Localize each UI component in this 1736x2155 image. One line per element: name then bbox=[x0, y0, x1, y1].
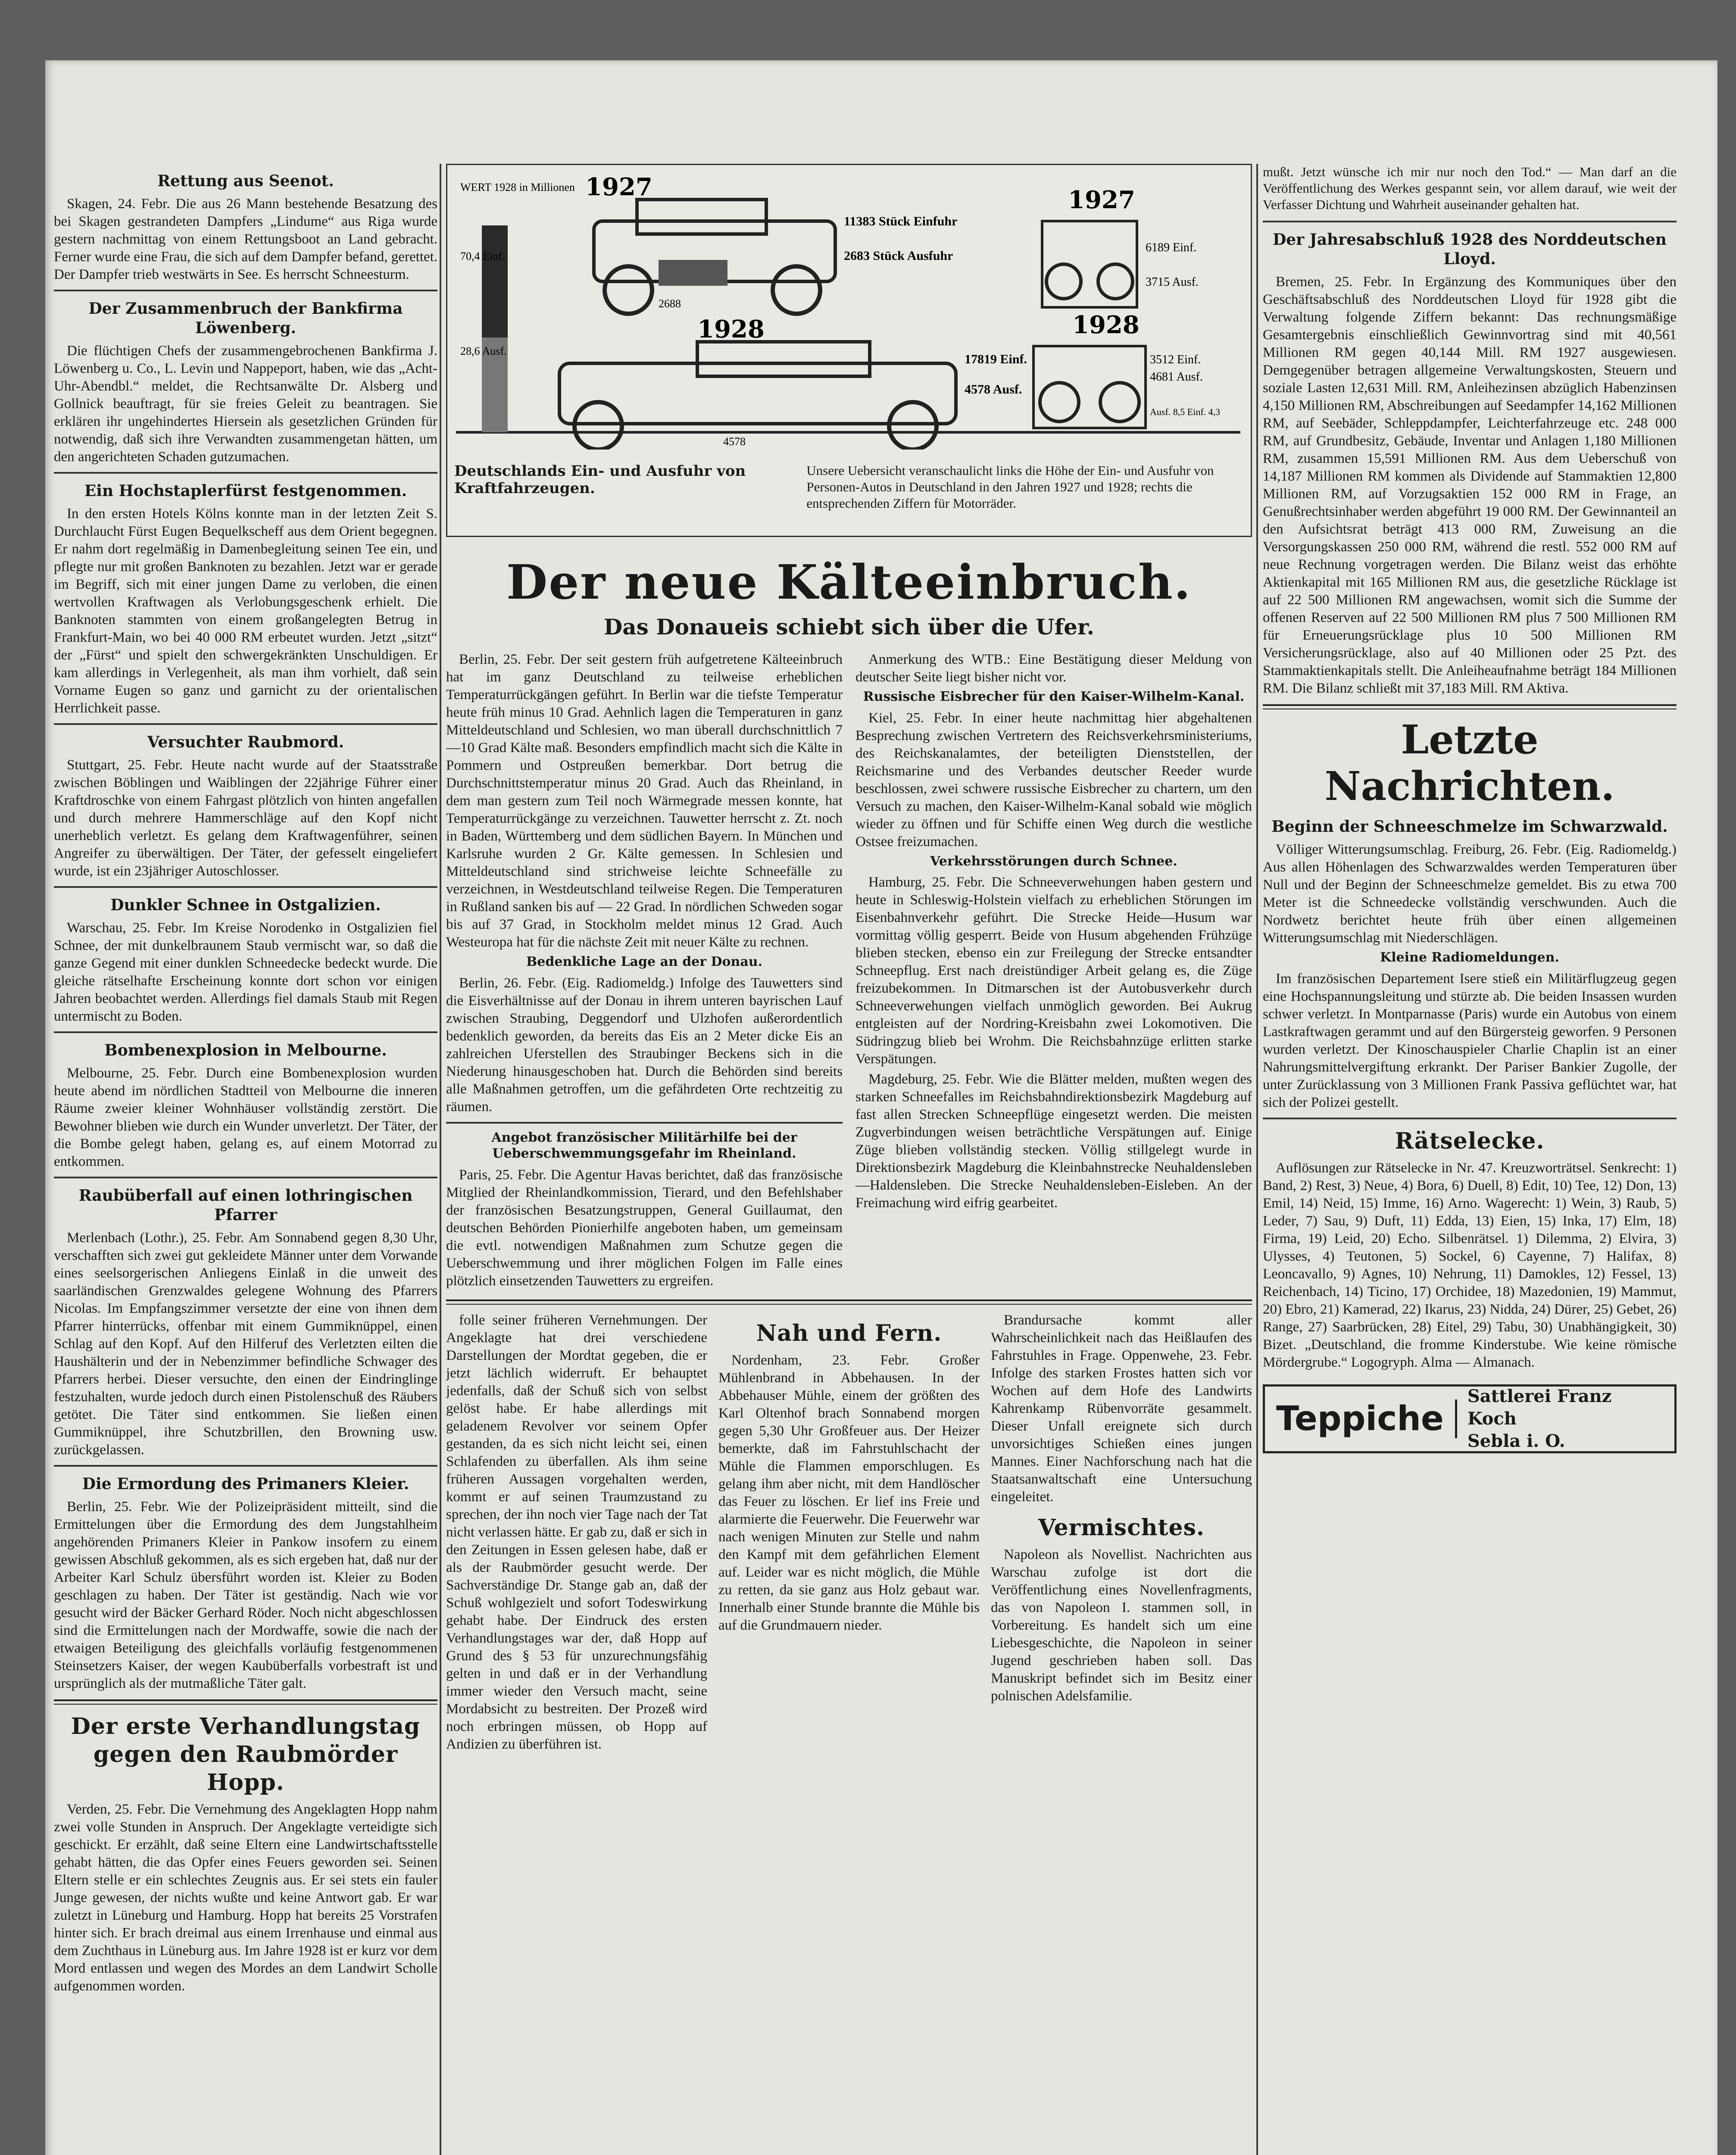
article-title: Dunkler Schnee in Ostgalizien. bbox=[110, 896, 381, 914]
article-body: Nordenham, 23. Febr. Großer Mühlenbrand in Abbehausen. In der Abbehauser Mühle, einem der größten des Karl Oltenhof brach Sonnabend morgen gegen 5,30 Uhr Großfeuer aus. Der Heizer bemerkte, daß im Fahrstuhlschacht der Mühle die Flammen emporschlugen. Es gelang ihm aber nicht, mit dem Handlöscher das Feuer zu löschen. Er lief ins Freie und alarmierte die Feuerwehr. Die Feuerwehr war nach wenigen Minuten zur Stelle und nahm den Kampf mit dem gefährlichen Element auf. Leider war es nicht möglich, die Mühle zu retten, da sie ganz aus Holz gebaut war. Innerhalb einer Stunde brannte die Mühle bis auf die Grundmauern nieder. bbox=[718, 1352, 980, 1633]
cold-wave-article bbox=[446, 651, 1252, 1293]
continued-text: mußt. Jetzt wünsche ich mir nur noch den Tod.“ — Man darf an die Veröffentlichung des Werkes gespannt sein, vor allem darauf, wie weit der Verfasser Dichtung und Wahrheit auseinander gehalten hat. bbox=[1263, 164, 1677, 212]
moto-wheel bbox=[1098, 264, 1133, 299]
article bbox=[54, 299, 437, 466]
moto-1928-box bbox=[1033, 346, 1146, 428]
moto-wheel bbox=[1046, 264, 1081, 299]
year-label: 1928 bbox=[697, 315, 765, 344]
moto-1927-export: 3715 Ausf. bbox=[1146, 275, 1199, 289]
divider bbox=[54, 723, 437, 725]
article-title: Kleine Radiomeldungen. bbox=[1380, 950, 1559, 965]
article-title: Rätselecke. bbox=[1395, 1127, 1545, 1154]
article-column bbox=[718, 1312, 980, 1756]
ad-line: Sattlerei Franz Koch bbox=[1467, 1386, 1612, 1429]
car-1928-export: 4578 Ausf. bbox=[965, 382, 1022, 397]
article-body: Stuttgart, 25. Febr. Heute nacht wurde auf der Staatsstraße zwischen Böblingen und Waiblingen der 22jährige Führer einer Kraftdroschke von einem Fahrgast plötzlich von hinten angefallen und durch mehrere Hammerschläge auf den Kopf nicht unerheblich verletzt. Es gelang dem Kraftwagenführer, seinen Angreifer zu überwältigen. Der Täter, der gefesselt eingeliefert wurde, ist ein 23jähriger Autoschlosser. bbox=[54, 757, 437, 879]
car-1927-cabin bbox=[637, 200, 766, 234]
lower-section bbox=[446, 1312, 1252, 1756]
car-bar-label: 2688 bbox=[659, 297, 681, 310]
article-title: Angebot französischer Militärhilfe bei der Ueberschwemmungsgefahr im Rheinland. bbox=[491, 1130, 797, 1161]
article-title: Rettung aus Seenot. bbox=[157, 172, 334, 190]
column-middle bbox=[446, 164, 1252, 2155]
advertisement bbox=[1263, 1384, 1677, 1453]
article bbox=[54, 1041, 437, 1171]
article-body: Skagen, 24. Febr. Die aus 26 Mann bestehende Besatzung des bei Skagen gestrandeten Dampfers „Lindume“ aus Riga wurde gestern nachmittag von einem Rettungsboot an Land gebracht. Ferner wurde eine Frau, die sich auf dem Dampfer befand, gerettet. Der Dampfer trieb westwärts in See. Es herrscht Schneesturm. bbox=[54, 196, 437, 282]
ad-headline: Teppiche bbox=[1265, 1399, 1457, 1438]
year-label: 1927 bbox=[585, 174, 653, 201]
article-body: Merlenbach (Lothr.), 25. Febr. Am Sonnabend gegen 8,30 Uhr, verschafften sich zwei gut gekleidete Männer unter dem Vorwande eines seelsorgerischen Anliegens Einlaß in die unweit des saarländischen Grenzwaldes gelegene Wohnung des Pfarrers Nicolas. Im Empfangszimmer versetzte der eine von ihnen dem Pfarrer hinterrücks, offenbar mit einem Gummiknüppel, einen Schlag auf den Kopf. Auf den Hilferuf des Verletzten eilten die Haushälterin und der in Nebenzimmer befindliche Schwager des Pfarrers herbei. Dieser versuchte, den einen der Eindringlinge festzuhalten, wurde jedoch durch einen Pistolenschuß des Räubers getötet. Die Täter sind entkommen. Sie ließen einen Gummiknüppel, ihre Schutzbrillen, den Browning usw. zurückgelassen. bbox=[54, 1230, 437, 1458]
article-title: Vermischtes. bbox=[1038, 1514, 1205, 1541]
car-wheel bbox=[889, 402, 937, 450]
article-title: Verkehrsstörungen durch Schnee. bbox=[930, 853, 1177, 869]
article-body: Hamburg, 25. Febr. Die Schneeverwehungen haben gestern und heute in Schleswig-Holstein vielfach zu erheblichen Störungen im Eisenbahnverkehr geführt. Die Strecke Heide—Husum war vormittag völlig gesperrt. Beide von Husum abgehenden Frühzüge blieben stecken, ebenso ein zur Freilegung der Strecke entsandter Schneepflug. Erst nach dreistündiger Arbeit gelang es, die Züge freizubekommen. In Ditmarschen ist der Autobusverkehr durch Schneeverwehungen vielfach unmöglich geworden. Bei Aukrug entgleisten auf der Nordring-Kreisbahn zwei Lokomotiven. Die Südringzug blieb bei Wrohm. Die Reichsbahnzüge erlitten starke Verspätungen. bbox=[856, 874, 1252, 1067]
newspaper-page bbox=[45, 60, 1717, 2155]
article bbox=[1263, 817, 1677, 947]
article-title: Nah und Fern. bbox=[756, 1320, 942, 1346]
divider bbox=[54, 1699, 437, 1705]
article bbox=[54, 1186, 437, 1459]
divider bbox=[446, 1299, 1252, 1305]
divider bbox=[54, 1465, 437, 1467]
year-label: 1927 bbox=[1068, 186, 1135, 214]
import-export-illustration bbox=[446, 164, 1252, 537]
column-rule bbox=[440, 164, 441, 2155]
subheadline: Das Donaueis schiebt sich über die Ufer. bbox=[603, 614, 1095, 640]
car-1928-import: 17819 Einf. bbox=[965, 352, 1027, 366]
wert-label: WERT 1928 in Millionen bbox=[460, 181, 575, 194]
car-1927-import: 11383 Stück Einfuhr bbox=[844, 214, 958, 228]
article-body: Völliger Witterungsumschlag. Freiburg, 26. Febr. (Eig. Radiomeldg.) Aus allen Höhenlagen des Schwarzwaldes werden Temperaturen über Null und der Beginn der Schneeschmelze gemeldet. Bis zu etwa 700 Meter ist die Schneedecke vollständig verschwunden. Auch die Nordwetz berichtet heute früh über einen allgemeinen Witterungsumschlag mit Niederschlägen. bbox=[1263, 842, 1677, 946]
article-body: Auflösungen zur Rätselecke in Nr. 47. Kreuzworträtsel. Senkrecht: 1) Band, 2) Rest, 3) Neue, 4) Bora, 6) Duell, 8) Edit, 10) Tee, 12) Don, 13) Emil, 14) Neid, 15) Imme, 16) Arno. Wagerecht: 1) Wein, 3) Raub, 5) Leder, 7) Sau, 9) Duft, 11) Edda, 13) Eien, 15) Inka, 17) Elm, 18) Firma, 19) Leid, 20) Echo. Silbenrätsel. 1) Dilemma, 2) Elvira, 3) Ulysses, 4) Teutonen, 5) Sockel, 6) Cayenne, 7) Halifax, 8) Leoncavallo, 9) Agnes, 10) Nehrung, 11) Damokles, 12) Fessel, 13) Reichenbach, 14) Ticino, 17) Orchidee, 18) Mazedonien, 19) Mammut, 20) Ebro, 21) Kamerad, 22) Ikarus, 23) Nidda, 24) Dürer, 25) Gebet, 26) Range, 27) Saarbrücken, 28) Eitel, 29) Tabu, 30) Unabhängigkeit, 30) Bizet. „Deutschland, die fromme Kinderstube. Wie keine römische Mördergrube.“ Logogryph. Alma — Almanach. bbox=[1263, 1160, 1677, 1370]
ad-line: Sebla i. O. bbox=[1467, 1430, 1565, 1451]
article-column bbox=[856, 651, 1252, 1293]
article-body: Warschau, 25. Febr. Im Kreise Norodenko in Ostgalizien fiel Schnee, der mit dunkelbraunem Staub vermischt war, so daß die ganze Gegend mit einer dunklen Schneedecke bedeckt wurde. Die gleiche rätselhafte Erscheinung konnte dort schon vor einigen Jahren beobachtet werden. Allerdings fiel damals Staub mit Regen untermischt zu Boden. bbox=[54, 920, 437, 1024]
article bbox=[1263, 949, 1677, 1112]
article-title: Bedenkliche Lage an der Donau. bbox=[526, 954, 763, 969]
article bbox=[1263, 1127, 1677, 1371]
article-column bbox=[446, 1312, 707, 1756]
article-body: Magdeburg, 25. Febr. Wie die Blätter melden, mußten wegen des starken Schneefalles im Reichsbahndirektionsbezirk Magdeburg auf fast allen Strecken Schneepflüge eingesetzt werden. Die meisten Zugverbindungen weisen beträchtliche Verspätungen auf. Einige Züge blieben vollständig stecken. Völlig stillgelegt wurde in Direktionsbezirk Magdeburg die Kleinbahnstrecke Neuhaldensleben—Haldensleben. Die Strecke Neuhaldensleben-Eisleben. An der Freimachung wird eifrig gearbeitet. bbox=[856, 1071, 1252, 1211]
article-body: Die flüchtigen Chefs der zusammengebrochenen Bankfirma J. Löwenberg u. Co., L. Levin und Nappeport, haben, wie das „Acht-Uhr-Abendbl.“ meldet, die Rechtsanwälte Dr. Alsberg und Gollnick beauftragt, für sie freies Geleit zu beantragen. Sie erklären ihr ungehindertes Hiersein als gesetzlichen Gründen für notwendig, daß sich ihre Verwandten zusammengetan hätten, um den angerichteten Schaden gutzumachen. bbox=[54, 343, 437, 465]
divider bbox=[54, 1177, 437, 1178]
article-body: Verden, 25. Febr. Die Vernehmung des Angeklagten Hopp nahm zwei volle Stunden in Anspruch. Der Angeklagte verteidigte sich geschickt. Er erzählt, daß seine Eltern eine Landwirtschaftsstelle gehabt hätten, die das Opfer eines Feuers geworden sei. Seinen Eltern stelle er ein schlechtes Zeugnis aus. Er sei stets ein fauler Junge gewesen, der nichts wußte und keine Antwort gab. Er war zuletzt in Lüneburg und Hamburg. Hopp hat bereits 25 Vorstrafen hinter sich. Er brach dreimal aus einem Irrenhause und einmal aus dem Zuchthaus in Lüneburg aus. Im Jahre 1928 ist er kurz vor dem Mord entlassen und wegen des Mordes an dem Landwirt Scholle aufgenommen worden. bbox=[54, 1802, 437, 1994]
divider bbox=[446, 1122, 843, 1124]
article-body: Anmerkung des WTB.: Eine Bestätigung dieser Meldung von deutscher Seite liegt bisher nicht vor. bbox=[856, 652, 1252, 685]
article-body: Berlin, 25. Febr. Wie der Polizeipräsident mitteilt, sind die Ermittelungen über die Ermordung des dem Jungstahlheim angehörenden Primaners Kleier in Pankow insofern zu einem gewissen Abschluß gekommen, als es sich ergeben hat, daß nur der Arbeiter Karl Schulz übersführt worden ist. Kleier zu Boden geschlagen zu haben. Der Täter ist geständig. Nach wie vor gesucht wird der Bäcker Gerhard Röder. Noch nicht abgeschlossen sind die Ermittelungen nach der Mordwaffe, sowie die nach der etwaigen Beteiligung des gleichfalls vorläufig festgenommenen Steinsetzers Kaiser, der wegen Kaubüberfalls vorbestraft ist und ursprünglich als der mutmaßliche Täter galt. bbox=[54, 1499, 437, 1691]
column-left bbox=[54, 164, 437, 2155]
chart-title: Deutschlands Ein- und Ausfuhr von Kraftfahrzeugen. bbox=[454, 462, 746, 497]
article-title: Versuchter Raubmord. bbox=[147, 733, 344, 751]
article-body: Brandursache kommt aller Wahrscheinlichkeit nach das Heißlaufen des Fahrstuhles in Frage. Oppenwehe, 23. Febr. Infolge des starken Frostes hatten sich vor Wochen auf dem Hofe des Landwirts Kahrenkamp Rübenvorräte gesammelt. Dieser Unfall ereignete sich durch unvorsichtiges Schießen eines jungen Mannes. Einer Nachforschung nach hat die Staatsanwaltschaft eine Untersuchung eingeleitet. bbox=[991, 1312, 1252, 1505]
chart-caption-text: Unsere Uebersicht veranschaulicht links die Höhe der Ein- und Ausfuhr von Personen-Autos in Deutschland in den Jahren 1927 und 1928; rechts die entsprechenden Ziffern für Motorräder. bbox=[806, 463, 1214, 511]
divider bbox=[54, 472, 437, 474]
article-body: Melbourne, 25. Febr. Durch eine Bombenexplosion wurden heute abend im nördlichen Stadtteil von Melbourne die inneren Räume zweier kleiner Wohnhäuser vollständig zerstört. Die Bewohner blieben wie durch ein Wunder unverletzt. Der Täter, der die Bombe gelegt haben, gelang es, auf einem Motorrad zu entkommen. bbox=[54, 1065, 437, 1169]
moto-wert: Ausf. 8,5 Einf. 4,3 bbox=[1150, 406, 1221, 417]
vehicle-chart bbox=[456, 174, 1240, 450]
car-wheel bbox=[575, 402, 622, 450]
article bbox=[54, 172, 437, 284]
article-body: Napoleon als Novellist. Nachrichten aus Warschau zufolge ist dort die Veröffentlichung eines Novellenfragments, das von Napoleon I. stammen soll, in Vorbereitung. Es handelt sich um eine Liebesgeschichte, die Napoleon in seiner Jugend geschrieben haben soll. Das Manuskript befindet sich im Besitz einer polnischen Adelsfamilie. bbox=[991, 1546, 1252, 1704]
headline: Der neue Kälteeinbruch. bbox=[506, 554, 1192, 610]
car-wheel bbox=[605, 266, 652, 314]
article-title: Der Zusammenbruch der Bankfirma Löwenberg. bbox=[88, 300, 403, 337]
article-body: In den ersten Hotels Kölns konnte man in der letzten Zeit S. Durchlaucht Fürst Eugen Bequelkscheff aus dem Orient begegnen. Er nahm dort regelmäßig in Damenbegleitung seinen Tee ein, und pflegte nur mit großen Banknoten zu bezahlen. Jetzt war er gerade im Begriff, sich mit einer jungen Dame zu verloben, die einen wertvollen Kraftwagen als Verlobungsgeschenk erhielt. Die Banknoten stammten von einem großangelegten Betrug in Frankfurt-Main, wo bei 40 000 RM erbeutet wurden. Jetzt „sitzt“ der „Fürst“ und spielt den schwergekränkten Unschuldigen. Er kam allerdings in Verlegenheit, als man ihm vorhielt, daß sein Vorname Eugen so ganz und garnicht zu der orientalischen Herrlichkeit passe. bbox=[54, 506, 437, 716]
article-body: Berlin, 25. Febr. Der seit gestern früh aufgetretene Kälteeinbruch hat im ganz Deutschland zu teilweise erheblichen Temperaturrückgängen geführt. In Berlin war die tiefste Temperatur heute früh minus 10 Grad. Aehnlich lagen die Temperaturen in ganz Mitteldeutschland und Schlesien, wo man überall durchschnittlich 7—10 Grad Kälte maß. Besonders empfindlich macht sich die Kälte in Pommern und Ostpreußen bemerkbar. Dort betrug die Durchschnittstemperatur minus 20 Grad. Auch das Rheinland, in dem man gestern zum Teil noch Wärmegrade messen konnte, hat Temperaturrückgänge zu verzeichnen. Tauwetter herrscht z. Zt. noch in Baden, Württemberg und dem südlichen Bayern. In München und Karlsruhe wurden 2 Gr. Kälte gemessen. In Schlesien und Mitteldeutschland sind strichweise leichte Schneefälle zu verzeichnen, in Westdeutschland teilweise Regen. Die Temperaturen in Rußland sanken bis auf — 22 Grad. In nördlichen Schweden sogar bis auf 37 Grad, in Stockholm meldet minus 12 Grad. Auch Westeuropa hat für die nächste Zeit mit neuer Kälte zu rechnen. bbox=[446, 652, 843, 950]
divider bbox=[1263, 221, 1677, 222]
moto-1927-import: 6189 Einf. bbox=[1146, 241, 1197, 254]
column-right bbox=[1263, 164, 1677, 2155]
article-title: Ein Hochstaplerfürst festgenommen. bbox=[84, 482, 407, 500]
wert-export-label: 28,6 Ausf. bbox=[460, 345, 507, 357]
article bbox=[54, 1474, 437, 1693]
year-label: 1928 bbox=[1072, 311, 1140, 339]
divider bbox=[54, 886, 437, 888]
article-title: Raubüberfall auf einen lothringischen Pfarrer bbox=[78, 1187, 413, 1224]
article-body: Paris, 25. Febr. Die Agentur Havas berichtet, daß das französische Mitglied der Rheinlandkommission, Tierard, und den Befehlshaber der französischen Besatzungstruppen, General Guillaumat, den deutschen Behörden Pionierhilfe angeboten haben, um gemeinsam die evtl. notwendigen Maßnahmen zum Schutze gegen die Ueberschwemmung und ihrer möglichen Folgen im Falle eines plötzlich einsetzenden Tauwetters zu ergreifen. bbox=[446, 1167, 843, 1289]
car-1928-cabin bbox=[697, 342, 870, 376]
divider bbox=[54, 290, 437, 291]
ad-text bbox=[1457, 1385, 1674, 1452]
article-title: Beginn der Schneeschmelze im Schwarzwald. bbox=[1271, 818, 1668, 836]
wert-import-label: 70,4 Einf. bbox=[460, 250, 505, 262]
moto-wheel bbox=[1100, 383, 1139, 422]
divider bbox=[1263, 1118, 1677, 1119]
chart-caption bbox=[447, 462, 1251, 512]
article bbox=[54, 481, 437, 717]
article bbox=[54, 733, 437, 880]
moto-1928-import: 3512 Einf. bbox=[1150, 353, 1201, 366]
section-title-last-news: Letzte Nachrichten. bbox=[1324, 716, 1615, 809]
article-column bbox=[991, 1312, 1252, 1756]
car-1927-export: 2683 Stück Ausfuhr bbox=[844, 249, 953, 263]
article-title: Der Jahresabschluß 1928 des Norddeutschen Lloyd. bbox=[1273, 231, 1667, 268]
article bbox=[54, 1712, 437, 1995]
article-body: folle seiner früheren Vernehmungen. Der Angeklagte hat drei verschiedene Darstellungen der Mordtat gegeben, die er jetzt lächlich widerruft. Er behauptet jedenfalls, daß der Schuß sich von selbst gelöst habe. Er habe allerdings mit geladenem Revolver vor seinem Opfer gestanden, da es sich nicht leicht sei, einen Schlafenden zu überfallen. Als ihm seine früheren Aussagen vorgehalten werden, kommt er auf seinen Traumzustand zu sprechen, der ihn noch vier Tage nach der Tat nicht verlassen hätte. Er gab zu, daß er sich in den Zeitungen in Essen gelesen habe, daß er als der Raubmörder gesucht werde. Der Sachverständige Dr. Stange gab an, daß der Schuß wohlgezielt und sofort Todeswirkung gehabt habe. Der Eindruck des ersten Verhandlungstages war der, daß Hopp auf Grund des § 53 für unzurechnungsfähig gelten in und daß er in der Verhandlung immer wieder den Versuch macht, seine Mordabsicht zu bestreiten. Der Prozeß wird noch erbringen müssen, ob Hopp auf Andizien zu überführen ist. bbox=[446, 1312, 707, 1752]
article-body: Kiel, 25. Febr. In einer heute nachmittag hier abgehaltenen Besprechung zwischen Vertretern des Reichsverkehrsministeriums, des Reichskanalamtes, der beteiligten Dienststellen, der Reichsmarine und des Verbandes deutscher Reeder wurde beschlossen, zwei schwere russische Eisbrecher zu chartern, um den Versuch zu machen, den Kaiser-Wilhelm-Kanal sobald wie möglich wieder zu öffnen und für Schiffe einen Weg durch die westliche Ostsee freizumachen. bbox=[856, 710, 1252, 850]
moto-wheel bbox=[1040, 383, 1079, 422]
divider bbox=[1263, 704, 1677, 709]
car-bar-label: 4578 bbox=[723, 435, 746, 448]
divider bbox=[54, 1031, 437, 1033]
car-1927-small bbox=[659, 260, 727, 286]
article-body: Berlin, 26. Febr. (Eig. Radiomeldg.) Infolge des Tauwetters sind die Eisverhältnisse auf der Donau in ihrem unteren bayrischen Lauf zwischen Straubing, Deggendorf und Ulzhofen außerordentlich bedenklich geworden, da bereits das Eis an 2 Meter dicke Eis an zahlreichen Uferstellen des Straubinger Beckens sich in die Niederung hinausgeschoben hat. Durch die Behörden sind bereits alle Maßnahmen getroffen, um die gefährdeten Orte rechtzeitig zu räumen. bbox=[446, 975, 843, 1115]
article-column bbox=[446, 651, 843, 1293]
moto-1928-export: 4681 Ausf. bbox=[1150, 370, 1203, 384]
article-body: Im französischen Departement Isere stieß ein Militärflugzeug gegen eine Hochspannungsleitung und stürzte ab. Die beiden Insassen wurden schwer verletzt. In Montparnasse (Paris) wurde ein Autobus von einem Lastkraftwagen gerammt und auf den Bürgersteig geworfen. 9 Personen wurden verletzt. Der Kinoschauspieler Charlie Chaplin ist an einer Nahrungsmittelvergiftung erkrankt. Der Pariser Bankier Zugolle, der unter Zurücklassung von 3 Millionen Frank Passiva geflüchtet war, hat sich der Polizei gestellt. bbox=[1263, 971, 1677, 1110]
column-rule bbox=[1256, 164, 1258, 2155]
article-title: Die Ermordung des Primaners Kleier. bbox=[82, 1475, 409, 1493]
article-title: Russische Eisbrecher für den Kaiser-Wilhelm-Kanal. bbox=[863, 689, 1245, 704]
article bbox=[54, 896, 437, 1025]
article-body: Bremen, 25. Febr. In Ergänzung des Kommuniques über den Geschäftsabschluß des Norddeutschen Lloyd für 1928 gibt die Verwaltung folgende Ziffern bekannt: Das rechnungsmäßige Gesamtergebnis einschließlich Gewinnvortrag sind mit 40,561 Millionen RM gegen 40,144 Mill. RM 1927 ausgewiesen. Demgegenüber betragen allgemeine Verwaltungskosten, Steuern und soziale Lasten 12,631 Mill. RM, Anleihezinsen abzüglich Habenzinsen 4,150 Millionen RM, Abschreibungen auf Seedampfer 14,162 Millionen RM, auf Seebäder, Schleppdampfer, Leichterfahrzeuge etc. 248 000 RM, auf Grundbesitz, Gebäude, Inventar und Anlagen 1,180 Millionen RM, zusammen 15,591 Millionen RM. Aus dem Ueberschuß von 14,187 Millionen RM kommen als Dividende auf Stammaktien 12,800 Millionen RM, auf Vorzugsaktien 152 000 RM in Frage, an Genußrechtsinhaber werden abgeführt 19 000 RM. Der Gewinnanteil an den Aufsichtsrat beträgt 413 000 RM, Zuweisung an die Versorgungskassen 250 000 RM, während die restl. 552 000 RM auf neue Rechnung vorgetragen werden. Die Bilanz weist das erhöhte Aktienkapital mit 165 Millionen RM aus, die gesetzliche Rücklage ist auf 22 500 Millionen RM angewachsen, womit sich die Summe der offenen Reserven auf 22 500 Millionen RM plus 7 500 Millionen RM für Erneuerungsrücklage plus 10 500 Millionen RM Versicherungsrücklage, also auf 40 Millionen oder 25 Pzt. des Stammaktienkapitals stellt. Die Anleiheaufnahme beträgt 184 Millionen RM. Die Bilanz schließt mit 37,183 Mill. RM Aktiva. bbox=[1263, 274, 1677, 696]
article-title: Der erste Verhandlungstag gegen den Raubmörder Hopp. bbox=[71, 1713, 421, 1796]
article bbox=[1263, 230, 1677, 697]
car-wheel bbox=[773, 266, 820, 314]
article-title: Bombenexplosion in Melbourne. bbox=[104, 1041, 387, 1059]
